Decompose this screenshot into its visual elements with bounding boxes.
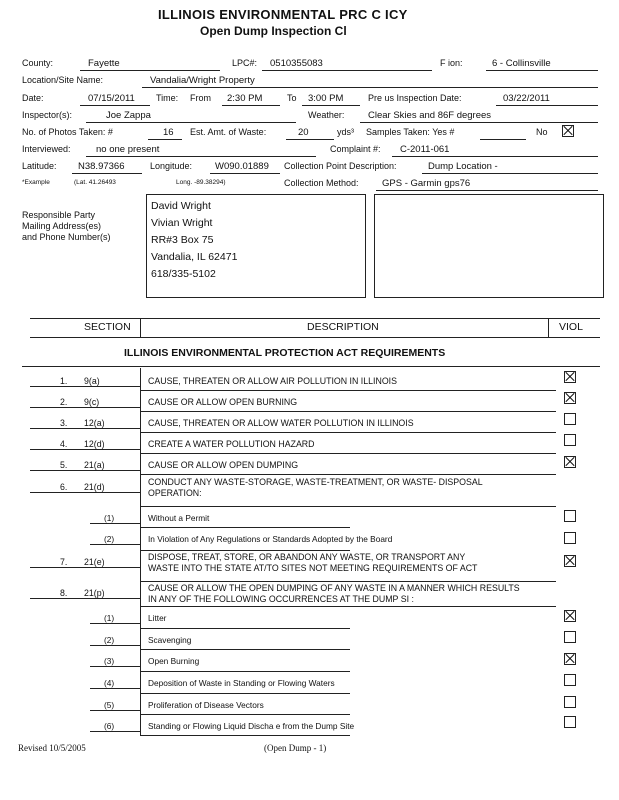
column-section-header: SECTION — [84, 321, 131, 333]
latitude-underline — [72, 173, 142, 174]
interviewed-label: Interviewed: — [22, 144, 71, 154]
row-description: Deposition of Waste in Standing or Flowing Waters — [148, 678, 335, 688]
responsible-party-lines — [151, 198, 237, 283]
viol-column-divider — [548, 318, 549, 338]
samples-underline — [480, 139, 526, 140]
row-section: 9(c) — [84, 397, 100, 407]
row-number: 1. — [60, 376, 68, 386]
time-to-underline — [302, 105, 360, 106]
row-description: Standing or Flowing Liquid Discha e from the Dump Site — [148, 721, 355, 731]
photos-value: 16 — [163, 127, 174, 138]
violation-checkbox[interactable] — [564, 532, 576, 544]
county-label: County: — [22, 58, 54, 68]
time-from-underline — [222, 105, 280, 106]
row-bottom-line — [140, 550, 350, 551]
page-label: (Open Dump - 1) — [264, 743, 327, 753]
weather-underline — [360, 122, 598, 123]
lpc-label: LPC#: — [232, 58, 258, 68]
party-line: David Wright — [151, 200, 211, 212]
column-description-header: DESCRIPTION — [307, 321, 379, 333]
row-section: (1) — [104, 613, 115, 623]
violation-checkbox[interactable] — [564, 716, 576, 728]
desc-left-border — [140, 368, 141, 736]
group-title: ILLINOIS ENVIRONMENTAL PROTECTION ACT REQUIREMENTS — [124, 347, 446, 359]
row-bottom-line — [140, 581, 556, 582]
to-label: To — [287, 93, 297, 103]
row-section-underline — [90, 523, 140, 524]
row-description-continued: IN ANY OF THE FOLLOWING OCCURRENCES AT THE DUMP SI : — [148, 594, 414, 604]
row-bottom-line — [140, 411, 556, 412]
lpc-value: 0510355083 — [270, 58, 323, 69]
table-top-line — [30, 318, 600, 319]
violation-checkbox[interactable] — [564, 610, 576, 622]
row-number: 5. — [60, 460, 68, 470]
previous-inspection-label: Pre us Inspection Date: — [368, 93, 462, 103]
responsible-party-label — [22, 210, 142, 243]
location-label: Location/Site Name: — [22, 75, 104, 85]
interviewed-underline — [86, 156, 316, 157]
violation-checkbox[interactable] — [564, 434, 576, 446]
responsible-party-box — [146, 194, 366, 298]
example-label: *Example — [22, 179, 50, 186]
row-description: CAUSE OR ALLOW THE OPEN DUMPING OF ANY WASTE IN A MANNER WHICH RESULTS — [148, 583, 520, 593]
row-section-underline — [30, 407, 140, 408]
collection-point-label: Collection Point Description: — [284, 161, 397, 171]
region-value: 6 - Collinsville — [492, 58, 551, 69]
row-description: CAUSE, THREATEN OR ALLOW AIR POLLUTION IN ILLINOIS — [148, 376, 397, 386]
responsible-party-label-line: Mailing Address(es) — [22, 221, 102, 231]
row-bottom-line — [140, 432, 556, 433]
row-number: 3. — [60, 418, 68, 428]
row-description-continued: WASTE INTO THE STATE AT/TO SITES NOT MEETING REQUIREMENTS OF ACT — [148, 563, 478, 573]
party-line: Vandalia, IL 62471 — [151, 251, 238, 263]
row-bottom-line — [140, 453, 556, 454]
row-section-underline — [30, 428, 140, 429]
previous-inspection-underline — [496, 105, 598, 106]
region-underline — [486, 70, 598, 71]
longitude-label: Longitude: — [150, 161, 193, 171]
row-number: 6. — [60, 482, 68, 492]
row-number: 7. — [60, 557, 68, 567]
samples-no-label: No — [536, 127, 548, 137]
group-title-bottom-line — [22, 366, 600, 367]
inspectors-value: Joe Zappa — [106, 110, 151, 121]
revised-date: Revised 10/5/2005 — [18, 743, 86, 753]
row-section-underline — [90, 544, 140, 545]
row-description: Without a Permit — [148, 513, 210, 523]
location-underline — [142, 87, 598, 88]
row-section-underline — [30, 567, 140, 568]
row-number: 8. — [60, 588, 68, 598]
row-description: CAUSE OR ALLOW OPEN BURNING — [148, 397, 298, 407]
date-label: Date: — [22, 93, 44, 103]
row-bottom-line — [140, 390, 556, 391]
waste-unit: yds³ — [337, 127, 355, 137]
table-header-bottom-line — [30, 337, 600, 338]
inspectors-label: Inspector(s): — [22, 110, 73, 120]
violation-checkbox[interactable] — [564, 371, 576, 383]
complaint-label: Complaint #: — [330, 144, 381, 154]
row-number: 4. — [60, 439, 68, 449]
row-bottom-line — [140, 735, 350, 736]
samples-no-checkbox[interactable] — [562, 125, 574, 137]
inspectors-underline — [86, 122, 296, 123]
waste-label: Est. Amt. of Waste: — [190, 127, 267, 137]
row-section-underline — [30, 492, 140, 493]
row-section: 9(a) — [84, 376, 100, 386]
row-description: Scavenging — [148, 635, 192, 645]
date-underline — [80, 105, 150, 106]
row-bottom-line — [140, 693, 350, 694]
waste-value: 20 — [298, 127, 309, 138]
row-description-continued: OPERATION: — [148, 488, 202, 498]
time-label: Time: — [156, 93, 179, 103]
from-label: From — [190, 93, 211, 103]
complaint-value: C-2011-061 — [400, 144, 450, 155]
form-title: ILLINOIS ENVIRONMENTAL PRC C ICY — [158, 7, 408, 22]
responsible-party-label-line: and Phone Number(s) — [22, 232, 111, 242]
row-section: (3) — [104, 656, 115, 666]
time-to-value: 3:00 PM — [308, 93, 344, 104]
row-section-underline — [90, 688, 140, 689]
collection-point-underline — [422, 173, 598, 174]
violation-checkbox[interactable] — [564, 392, 576, 404]
lpc-underline — [262, 70, 432, 71]
party-line: RR#3 Box 75 — [151, 234, 214, 246]
row-section: 21(p) — [84, 588, 105, 598]
section-column-divider — [140, 318, 141, 338]
row-bottom-line — [140, 606, 556, 607]
party-line: Vivian Wright — [151, 217, 213, 229]
row-section: 21(e) — [84, 557, 105, 567]
row-bottom-line — [140, 506, 556, 507]
row-section: (6) — [104, 721, 115, 731]
form-subtitle: Open Dump Inspection Cl — [200, 24, 347, 38]
date-value: 07/15/2011 — [88, 93, 135, 104]
violation-checkbox[interactable] — [564, 555, 576, 567]
violation-checkbox[interactable] — [564, 413, 576, 425]
party-line: 618/335-5102 — [151, 268, 216, 280]
row-section-underline — [90, 623, 140, 624]
row-bottom-line — [140, 649, 350, 650]
row-section-underline — [90, 731, 140, 732]
county-value: Fayette — [88, 58, 120, 69]
row-section-underline — [30, 470, 140, 471]
row-section: (1) — [104, 513, 115, 523]
row-section: 21(a) — [84, 460, 105, 470]
violation-checkbox[interactable] — [564, 510, 576, 522]
row-section-underline — [90, 666, 140, 667]
violation-checkbox[interactable] — [564, 631, 576, 643]
row-section-underline — [90, 710, 140, 711]
row-description: CAUSE, THREATEN OR ALLOW WATER POLLUTION IN ILLINOIS — [148, 418, 414, 428]
row-section-underline — [30, 386, 140, 387]
location-value: Vandalia/Wright Property — [150, 75, 255, 86]
row-section-underline — [30, 449, 140, 450]
row-bottom-line — [140, 628, 350, 629]
county-underline — [80, 70, 220, 71]
longitude-underline — [210, 173, 280, 174]
row-bottom-line — [140, 671, 350, 672]
violation-checkbox[interactable] — [564, 674, 576, 686]
longitude-value: W090.01889 — [215, 161, 269, 172]
row-section: 12(d) — [84, 439, 105, 449]
row-section: (5) — [104, 700, 115, 710]
violation-checkbox[interactable] — [564, 653, 576, 665]
complaint-underline — [392, 156, 598, 157]
row-description: DISPOSE, TREAT, STORE, OR ABANDON ANY WASTE, OR TRANSPORT ANY — [148, 552, 466, 562]
row-bottom-line — [140, 527, 350, 528]
latitude-value: N38.97366 — [78, 161, 125, 172]
latitude-label: Latitude: — [22, 161, 57, 171]
collection-method-value: GPS - Garmin gps76 — [382, 178, 471, 189]
column-viol-header: VIOL — [559, 321, 583, 333]
row-description: Litter — [148, 613, 167, 623]
samples-label: Samples Taken: Yes # — [366, 127, 455, 137]
collection-method-label: Collection Method: — [284, 178, 359, 188]
row-description: CONDUCT ANY WASTE-STORAGE, WASTE-TREATMENT, OR WASTE- DISPOSAL — [148, 477, 483, 487]
photos-underline — [148, 139, 182, 140]
time-from-value: 2:30 PM — [227, 93, 263, 104]
row-section-underline — [30, 598, 140, 599]
region-label: F ion: — [440, 58, 463, 68]
second-party-box — [374, 194, 604, 298]
example-longitude: Long. -89.38294) — [176, 179, 226, 186]
row-description: Open Burning — [148, 656, 200, 666]
row-section: (2) — [104, 534, 115, 544]
row-section: (2) — [104, 635, 115, 645]
previous-inspection-value: 03/22/2011 — [503, 93, 550, 104]
waste-underline — [286, 139, 334, 140]
row-description: CAUSE OR ALLOW OPEN DUMPING — [148, 460, 299, 470]
collection-method-underline — [376, 190, 598, 191]
collection-point-value: Dump Location - — [428, 161, 498, 172]
row-number: 2. — [60, 397, 68, 407]
interviewed-value: no one present — [96, 144, 160, 155]
row-bottom-line — [140, 714, 350, 715]
row-section: 12(a) — [84, 418, 105, 428]
row-bottom-line — [140, 474, 556, 475]
violation-checkbox[interactable] — [564, 456, 576, 468]
example-latitude: (Lat. 41.26493 — [74, 179, 116, 186]
row-section: (4) — [104, 678, 115, 688]
row-section: 21(d) — [84, 482, 105, 492]
responsible-party-label-line: Responsible Party — [22, 210, 96, 220]
row-description: CREATE A WATER POLLUTION HAZARD — [148, 439, 315, 449]
row-description: In Violation of Any Regulations or Standards Adopted by the Board — [148, 534, 393, 544]
row-description: Proliferation of Disease Vectors — [148, 700, 264, 710]
photos-label: No. of Photos Taken: # — [22, 127, 113, 137]
violation-checkbox[interactable] — [564, 696, 576, 708]
weather-value: Clear Skies and 86F degrees — [368, 110, 492, 121]
row-section-underline — [90, 645, 140, 646]
weather-label: Weather: — [308, 110, 345, 120]
